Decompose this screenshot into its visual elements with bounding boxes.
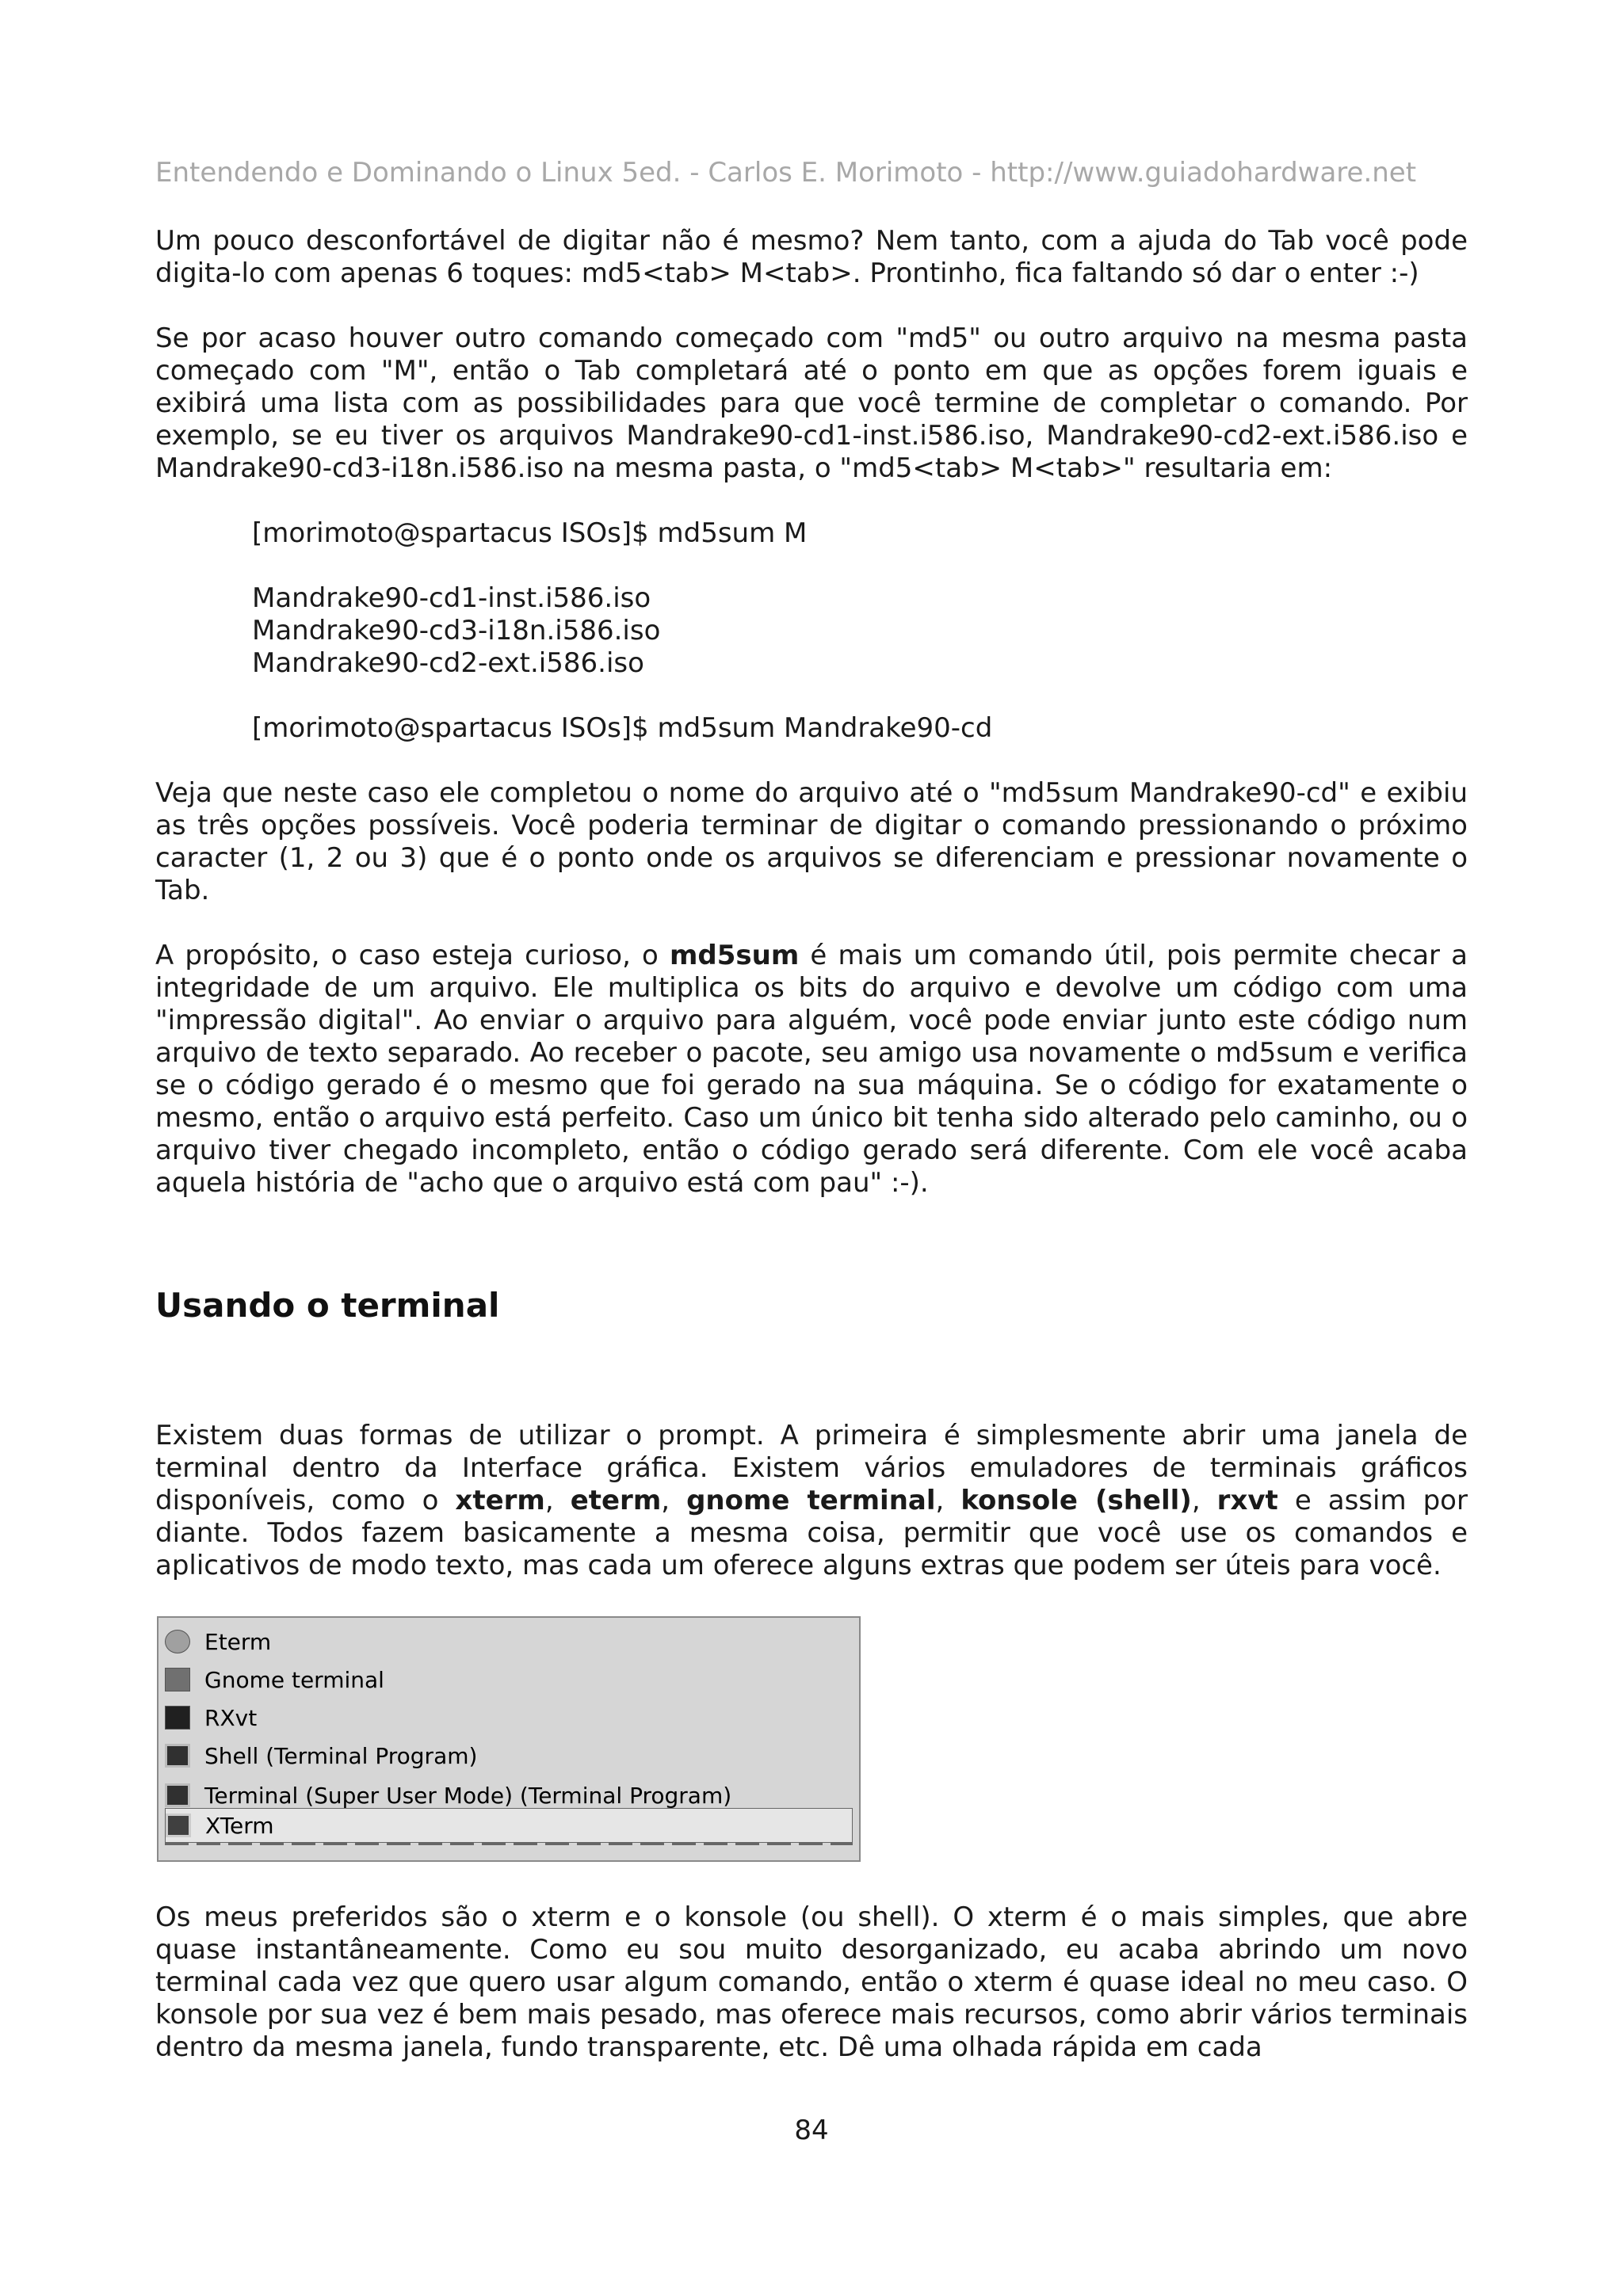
p4-text-a: A propósito, o caso esteja curioso, o xyxy=(155,940,670,971)
paragraph-1: Um pouco desconfortável de digitar não é mesmo? Nem tanto, com a ajuda do Tab você pode digita-lo com apenas 6 toques: md5<tab> M<tab>. Prontinho, fica faltando só dar o enter :-) xyxy=(155,225,1468,289)
menu-divider xyxy=(165,1843,853,1845)
shell-icon xyxy=(165,1744,190,1768)
paragraph-2: Se por acaso houver outro comando começado com "md5" ou outro arquivo na mesma pasta começado com "M", então o Tab completará até o ponto em que as opções forem iguais e exibirá uma lista com as possibilidades para que você termine de completar o comando. Por exemplo, se eu tiver os arquivos Mandrake90-cd1-inst.i586.iso, Mandrake90-cd2-ext.i586.iso e Mandrake90-cd3-i18n.i586.iso na mesma pasta, o "md5<tab> M<tab>" resultaria em: xyxy=(155,322,1468,484)
menu-item-label: Eterm xyxy=(204,1628,272,1655)
running-header: Entendendo e Dominando o Linux 5ed. - Carlos E. Morimoto - http://www.guiadohardware.net xyxy=(155,157,1417,189)
p5-b3: gnome terminal xyxy=(686,1485,936,1516)
p5-t5: , xyxy=(1191,1485,1217,1516)
menu-item-label: Terminal (Super User Mode) (Terminal Program) xyxy=(204,1782,732,1809)
paragraph-4 xyxy=(155,940,1468,1199)
paragraph-6: Os meus preferidos são o xterm e o konsole (ou shell). O xterm é o mais simples, que abre quase instantâneamente. Como eu sou muito desorganizado, eu acaba abrindo um novo terminal cada vez que quero usar algum comando, então o xterm é quase ideal no meu caso. O konsole por sua vez é bem mais pesado, mas oferece mais recursos, como abrir vários terminais dentro da mesma janela, fundo transparente, etc. Dê uma olhada rápida em cada xyxy=(155,1901,1468,2063)
code-line-4: Mandrake90-cd2-ext.i586.iso xyxy=(252,647,644,679)
p5-t3: , xyxy=(661,1485,687,1516)
p5-b4: konsole (shell) xyxy=(960,1485,1192,1516)
xterm-icon xyxy=(166,1814,191,1837)
p5-t4: , xyxy=(935,1485,961,1516)
p5-t1: Existem duas formas de utilizar o prompt. A primeira é simplesmente abrir uma janela de terminal dentro da Interface gráfica. Existem vários emuladores de terminais gráficos disponíveis, como o xyxy=(155,1420,1468,1516)
body-text-bottom xyxy=(155,1901,1468,2064)
p5-t6: e assim por diante. Todos fazem basicamente a mesma coisa, permitir que você use os comandos e aplicativos de modo texto, mas cada um oferece alguns extras que podem ser úteis para você. xyxy=(155,1485,1468,1581)
rxvt-icon xyxy=(165,1706,190,1730)
p4-bold-md5sum: md5sum xyxy=(669,940,800,971)
menu-item-shell[interactable] xyxy=(165,1738,853,1773)
code-line-5: [morimoto@spartacus ISOs]$ md5sum Mandrake90-cd xyxy=(252,712,993,744)
terminal-icon xyxy=(165,1783,190,1807)
menu-item-label: RXvt xyxy=(204,1704,258,1731)
code-line-3: Mandrake90-cd3-i18n.i586.iso xyxy=(252,615,661,646)
p4-text-b: é mais um comando útil, pois permite checar a integridade de um arquivo. Ele multiplica os bits do arquivo e devolve um código com uma "impressão digital". Ao enviar o arquivo para alguém, você pode enviar junto este código num arquivo de texto separado. Ao receber o pacote, seu amigo usa novamente o md5sum e verifica se o código gerado é o mesmo que foi gerado na sua máquina. Se o código for exatamente o mesmo, então o arquivo está perfeito. Caso um único bit tenha sido alterado pelo caminho, ou o arquivo tiver chegado incompleto, então o código gerado será diferente. Com ele você acaba aquela história de "acho que o arquivo está com pau" :-). xyxy=(155,940,1468,1199)
p5-t2: , xyxy=(544,1485,571,1516)
paragraph-3: Veja que neste caso ele completou o nome do arquivo até o "md5sum Mandrake90-cd" e exibiu as três opções possíveis. Você poderia terminar de digitar o comando pressionando o próximo caracter (1, 2 ou 3) que é o ponto onde os arquivos se diferenciam e pressionar novamente o Tab. xyxy=(155,777,1468,906)
gnome-terminal-icon xyxy=(165,1668,190,1691)
paragraph-5 xyxy=(155,1420,1468,1582)
p5-b1: xterm xyxy=(455,1485,545,1516)
section-title: Usando o terminal xyxy=(155,1286,500,1325)
menu-item-xterm[interactable] xyxy=(165,1808,853,1843)
body-text-top xyxy=(155,225,1468,1199)
code-line-2: Mandrake90-cd1-inst.i586.iso xyxy=(252,582,651,614)
menu-item-label: Gnome terminal xyxy=(204,1666,384,1693)
menu-item-eterm[interactable] xyxy=(165,1624,853,1659)
code-line-1: [morimoto@spartacus ISOs]$ md5sum M xyxy=(252,517,808,549)
menu-item-rxvt[interactable] xyxy=(165,1700,853,1735)
p5-b2: eterm xyxy=(570,1485,662,1516)
menu-item-label: Shell (Terminal Program) xyxy=(204,1742,478,1769)
body-text-mid xyxy=(155,1420,1468,1582)
eterm-icon xyxy=(165,1630,190,1653)
menu-item-label: XTerm xyxy=(205,1812,274,1839)
page-number: 84 xyxy=(794,2115,829,2146)
terminal-menu-screenshot xyxy=(157,1616,861,1862)
menu-item-gnome-terminal[interactable] xyxy=(165,1662,853,1697)
p5-b5: rxvt xyxy=(1216,1485,1278,1516)
